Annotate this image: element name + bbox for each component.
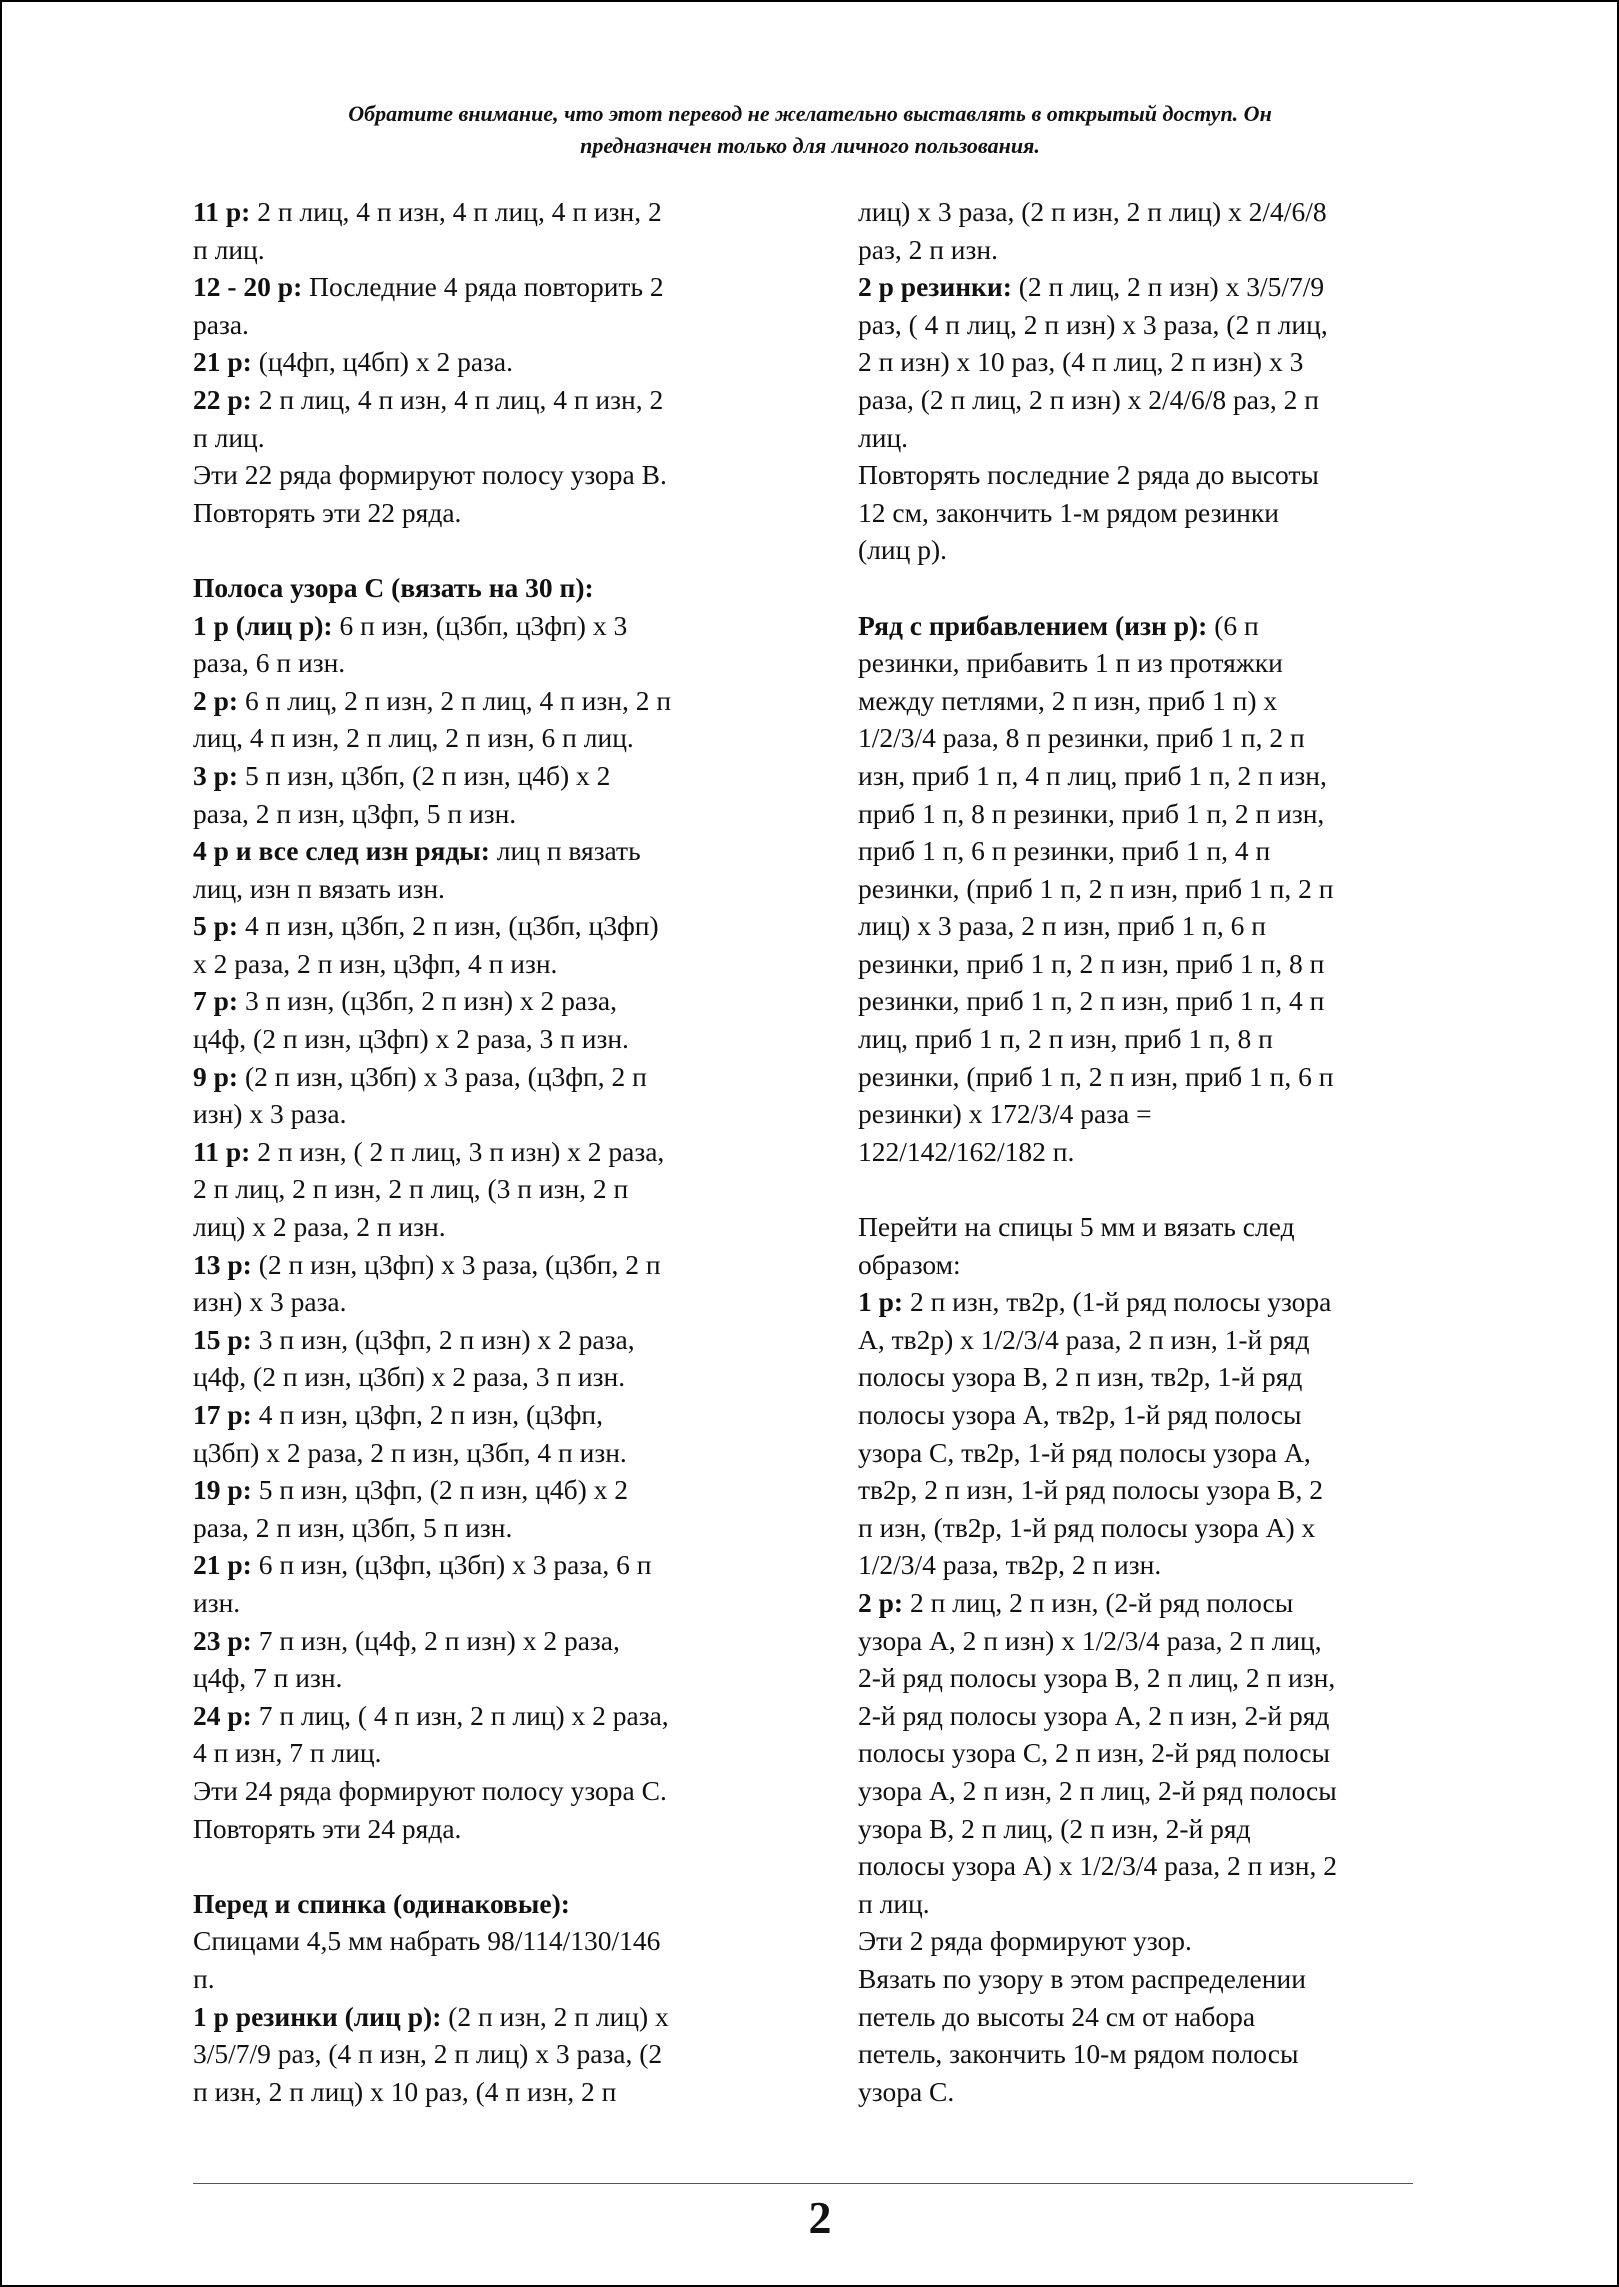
row-text: 7 п лиц, ( 4 п изн, 2 п лиц) х 2 раза, xyxy=(251,1699,669,1731)
notice-line-1: Обратите внимание, что этот перевод не желательно выставлять в открытый доступ. Он xyxy=(348,101,1272,126)
row-text: полосы узора C, 2 п изн, 2-й ряд полосы xyxy=(858,1737,1330,1769)
blank-line xyxy=(858,1170,1438,1208)
row-text: резинки, приб 1 п, 2 п изн, приб 1 п, 8 п xyxy=(858,947,1325,979)
text-line xyxy=(193,607,778,645)
row-heading: 2 р резинки: xyxy=(858,271,1012,303)
row-heading: 11 р: xyxy=(193,196,251,227)
text-line xyxy=(193,1697,778,1735)
row-text: A, тв2р) х 1/2/3/4 раза, 2 п изн, 1-й ряд xyxy=(858,1323,1310,1355)
row-text: п изн, (тв2р, 1-й ряд полосы узора A) х xyxy=(858,1511,1316,1543)
text-line xyxy=(858,682,1438,720)
row-heading: 3 р: xyxy=(193,759,239,791)
text-line xyxy=(193,231,778,269)
row-heading: 21 р: xyxy=(193,1549,252,1581)
row-text: тв2р, 2 п изн, 1-й ряд полосы узора B, 2 xyxy=(858,1474,1323,1506)
row-text: изн. xyxy=(193,1586,241,1618)
text-line xyxy=(193,1246,778,1284)
text-line xyxy=(193,719,778,757)
row-text: Эти 2 ряда формируют узор. xyxy=(858,1925,1192,1957)
row-text: 2 п лиц, 2 п изн, 2 п лиц, (3 п изн, 2 п xyxy=(193,1173,629,1205)
text-line xyxy=(193,1208,778,1246)
text-line xyxy=(858,907,1438,945)
text-line xyxy=(858,1960,1438,1998)
text-line xyxy=(858,1358,1438,1396)
text-line xyxy=(193,268,778,306)
row-text: лиц п вязать xyxy=(489,835,641,867)
row-text: х 2 раза, 2 п изн, ц3фп, 4 п изн. xyxy=(193,947,558,979)
text-line xyxy=(193,644,778,682)
row-heading: 7 р: xyxy=(193,985,239,1017)
row-text: 2-й ряд полосы узора A, 2 п изн, 2-й ряд xyxy=(858,1699,1330,1731)
text-line xyxy=(193,2035,778,2073)
right-text-column xyxy=(858,193,1438,2110)
text-line xyxy=(193,1622,778,1660)
text-line xyxy=(193,1885,778,1923)
row-heading: 22 р: xyxy=(193,383,252,415)
row-text: резинки, прибавить 1 п из протяжки xyxy=(858,647,1283,679)
text-line xyxy=(193,1471,778,1509)
text-line xyxy=(193,1922,778,1960)
text-line xyxy=(193,1133,778,1171)
text-line xyxy=(193,193,778,231)
row-text: 6 п изн, (ц3бп, ц3фп) х 3 xyxy=(332,609,628,641)
row-text: приб 1 п, 6 п резинки, приб 1 п, 4 п xyxy=(858,835,1271,867)
text-line xyxy=(858,531,1438,569)
row-text: лиц) х 2 раза, 2 п изн. xyxy=(193,1211,446,1243)
row-text: узора B, 2 п лиц, (2 п изн, 2-й ряд xyxy=(858,1812,1251,1844)
text-line xyxy=(858,1321,1438,1359)
row-text: (ц4фп, ц4бп) х 2 раза. xyxy=(251,346,513,378)
text-line xyxy=(193,1283,778,1321)
row-text: п лиц. xyxy=(193,233,265,265)
row-text: п лиц. xyxy=(858,1887,930,1919)
text-line xyxy=(858,419,1438,457)
text-line xyxy=(858,381,1438,419)
text-line xyxy=(858,1847,1438,1885)
row-text: раза, (2 п лиц, 2 п изн) х 2/4/6/8 раз, 2 п xyxy=(858,383,1319,415)
row-text: резинки, (приб 1 п, 2 п изн, приб 1 п, 6 п xyxy=(858,1060,1334,1092)
row-text: (2 п изн, ц3фп) х 3 раза, (ц3бп, 2 п xyxy=(251,1248,661,1280)
row-heading: Перед и спинка (одинаковые): xyxy=(193,1887,570,1919)
text-line xyxy=(193,870,778,908)
text-line xyxy=(858,832,1438,870)
text-line xyxy=(858,1659,1438,1697)
row-text: 2 п изн, ( 2 п лиц, 3 п изн) х 2 раза, xyxy=(250,1135,665,1167)
text-line xyxy=(193,1095,778,1133)
row-text: ц4ф, (2 п изн, ц3бп) х 2 раза, 3 п изн. xyxy=(193,1361,626,1393)
row-text: 5 п изн, ц3фп, (2 п изн, ц4б) х 2 xyxy=(251,1474,629,1506)
row-text: раза, 2 п изн, ц3фп, 5 п изн. xyxy=(193,797,517,829)
text-line xyxy=(193,1659,778,1697)
text-line xyxy=(858,870,1438,908)
left-text-column xyxy=(193,193,778,2110)
row-text: узора C, тв2р, 1-й ряд полосы узора A, xyxy=(858,1436,1311,1468)
row-text: раз, 2 п изн. xyxy=(858,233,998,265)
row-text: 4 п изн, ц3фп, 2 п изн, (ц3фп, xyxy=(251,1399,604,1430)
row-text: узора A, 2 п изн, 2 п лиц, 2-й ряд полосы xyxy=(858,1774,1337,1806)
row-text: ц3бп) х 2 раза, 2 п изн, ц3бп, 4 п изн. xyxy=(193,1436,627,1468)
notice-line-2: предназначен только для личного пользования. xyxy=(580,133,1040,158)
row-text: 3 п изн, (ц3фп, 2 п изн) х 2 раза, xyxy=(251,1323,635,1355)
row-text: резинки) х 172/3/4 раза = xyxy=(858,1098,1152,1130)
text-line xyxy=(858,1922,1438,1960)
text-line xyxy=(193,2073,778,2111)
row-text: раз, ( 4 п лиц, 2 п изн) х 3 раза, (2 п лиц, xyxy=(858,308,1328,340)
row-heading: 5 р: xyxy=(193,910,239,942)
row-heading: 1 р: xyxy=(858,1286,904,1318)
text-line xyxy=(858,1697,1438,1735)
text-line xyxy=(858,719,1438,757)
blank-line xyxy=(858,569,1438,607)
page-number: 2 xyxy=(808,2192,832,2243)
blank-line xyxy=(193,531,778,569)
row-text: 6 п лиц, 2 п изн, 2 п лиц, 4 п изн, 2 п xyxy=(238,684,672,716)
row-text: лиц) х 3 раза, (2 п изн, 2 п лиц) х 2/4/6/8 xyxy=(858,196,1327,227)
text-line xyxy=(858,1998,1438,2036)
text-line xyxy=(858,1584,1438,1622)
text-line xyxy=(193,569,778,607)
row-text: Повторять эти 24 ряда. xyxy=(193,1812,462,1844)
row-text: 1/2/3/4 раза, тв2р, 2 п изн. xyxy=(858,1549,1162,1581)
text-line xyxy=(858,1471,1438,1509)
row-text: лиц, 4 п изн, 2 п лиц, 2 п изн, 6 п лиц. xyxy=(193,722,634,754)
text-line xyxy=(193,1434,778,1472)
row-heading: Ряд с прибавлением (изн р): xyxy=(858,609,1208,641)
text-line xyxy=(858,306,1438,344)
text-line xyxy=(858,1772,1438,1810)
text-line xyxy=(193,1321,778,1359)
text-line xyxy=(858,1020,1438,1058)
text-line xyxy=(193,1584,778,1622)
blank-line xyxy=(193,1847,778,1885)
row-heading: 11 р: xyxy=(193,1135,251,1167)
row-text: 2 п лиц, 2 п изн, (2-й ряд полосы xyxy=(903,1586,1294,1618)
row-text: 3/5/7/9 раз, (4 п изн, 2 п лиц) х 3 раза, (2 xyxy=(193,2038,663,2070)
text-line xyxy=(193,682,778,720)
row-heading: 9 р: xyxy=(193,1060,239,1092)
text-line xyxy=(858,456,1438,494)
text-line xyxy=(193,757,778,795)
text-line xyxy=(858,1283,1438,1321)
text-line xyxy=(193,381,778,419)
text-line xyxy=(858,644,1438,682)
row-heading: 23 р: xyxy=(193,1624,252,1656)
row-text: (6 п xyxy=(1207,609,1259,641)
row-heading: 19 р: xyxy=(193,1474,252,1506)
row-text: 122/142/162/182 п. xyxy=(858,1135,1075,1167)
row-text: Перейти на спицы 5 мм и вязать след xyxy=(858,1211,1295,1243)
row-text: 7 п изн, (ц4ф, 2 п изн) х 2 раза, xyxy=(251,1624,620,1656)
text-line xyxy=(858,795,1438,833)
row-heading: 2 р: xyxy=(858,1586,904,1618)
row-text: узора C. xyxy=(858,2075,955,2107)
text-line xyxy=(193,1734,778,1772)
text-line xyxy=(858,1246,1438,1284)
row-text: Вязать по узору в этом распределении xyxy=(858,1962,1306,1994)
text-line xyxy=(858,1509,1438,1547)
text-line xyxy=(193,343,778,381)
row-text: изн, приб 1 п, 4 п лиц, приб 1 п, 2 п изн, xyxy=(858,759,1327,791)
row-text: приб 1 п, 8 п резинки, приб 1 п, 2 п изн, xyxy=(858,797,1325,829)
text-line xyxy=(193,419,778,457)
text-line xyxy=(193,795,778,833)
text-line xyxy=(193,832,778,870)
text-line xyxy=(193,907,778,945)
row-heading: 2 р: xyxy=(193,684,239,716)
text-line xyxy=(858,607,1438,645)
row-text: п лиц. xyxy=(193,421,265,453)
row-text: 2 п лиц, 4 п изн, 4 п лиц, 4 п изн, 2 xyxy=(250,196,662,227)
text-line xyxy=(193,945,778,983)
row-text: лиц, изн п вязать изн. xyxy=(193,872,445,904)
row-text: (2 п лиц, 2 п изн) х 3/5/7/9 xyxy=(1011,271,1325,303)
row-text: лиц, приб 1 п, 2 п изн, приб 1 п, 8 п xyxy=(858,1023,1273,1055)
footer-divider xyxy=(193,2183,1413,2184)
text-line xyxy=(193,1509,778,1547)
row-text: петель, закончить 10-м рядом полосы xyxy=(858,2038,1299,2070)
row-text: раза, 2 п изн, ц3бп, 5 п изн. xyxy=(193,1511,513,1543)
row-text: полосы узора B, 2 п изн, тв2р, 1-й ряд xyxy=(858,1361,1303,1393)
row-heading: 4 р и все след изн ряды: xyxy=(193,835,490,867)
row-text: 2-й ряд полосы узора B, 2 п лиц, 2 п изн, xyxy=(858,1662,1336,1694)
row-text: Спицами 4,5 мм набрать 98/114/130/146 xyxy=(193,1925,661,1957)
text-line xyxy=(858,193,1438,231)
row-text: 2 п изн) х 10 раз, (4 п лиц, 2 п изн) х 3 xyxy=(858,346,1304,378)
text-line xyxy=(858,945,1438,983)
text-line xyxy=(858,1546,1438,1584)
row-text: (лиц р). xyxy=(858,534,947,566)
row-text: резинки, (приб 1 п, 2 п изн, приб 1 п, 2 п xyxy=(858,872,1334,904)
text-line xyxy=(858,343,1438,381)
text-line xyxy=(193,1396,778,1434)
row-text: раза. xyxy=(193,308,249,340)
row-text: п. xyxy=(193,1962,215,1994)
row-text: лиц. xyxy=(858,421,909,453)
text-line xyxy=(858,982,1438,1020)
text-line xyxy=(858,1133,1438,1171)
row-text: 4 п изн, 7 п лиц. xyxy=(193,1737,382,1769)
row-text: Повторять эти 22 ряда. xyxy=(193,496,462,528)
text-line xyxy=(858,2073,1438,2111)
text-line xyxy=(858,1208,1438,1246)
row-text: (2 п изн, 2 п лиц) х xyxy=(441,2000,669,2032)
row-text: между петлями, 2 п изн, приб 1 п) х xyxy=(858,684,1278,716)
row-text: Повторять последние 2 ряда до высоты xyxy=(858,459,1319,491)
row-text: 6 п изн, (ц3фп, ц3бп) х 3 раза, 6 п xyxy=(251,1549,652,1581)
row-text: Последние 4 ряда повторить 2 xyxy=(302,271,664,303)
row-text: образом: xyxy=(858,1248,961,1280)
row-heading: 13 р: xyxy=(193,1248,252,1280)
row-text: 4 п изн, ц3бп, 2 п изн, (ц3бп, ц3фп) xyxy=(238,910,659,942)
text-line xyxy=(193,1772,778,1810)
row-text: узора A, 2 п изн) х 1/2/3/4 раза, 2 п лиц, xyxy=(858,1624,1322,1656)
text-line xyxy=(193,306,778,344)
row-heading: 1 р (лиц р): xyxy=(193,609,333,641)
text-line xyxy=(193,1810,778,1848)
text-line xyxy=(193,1960,778,1998)
row-heading: 15 р: xyxy=(193,1323,252,1355)
text-line xyxy=(858,757,1438,795)
text-line xyxy=(193,1020,778,1058)
row-text: петель до высоты 24 см от набора xyxy=(858,2000,1256,2032)
row-text: раза, 6 п изн. xyxy=(193,647,346,679)
row-text: ц4ф, 7 п изн. xyxy=(193,1662,343,1694)
text-line xyxy=(193,1546,778,1584)
text-line xyxy=(858,1396,1438,1434)
text-line xyxy=(858,1885,1438,1923)
row-text: лиц) х 3 раза, 2 п изн, приб 1 п, 6 п xyxy=(858,910,1266,942)
row-text: п изн, 2 п лиц) х 10 раз, (4 п изн, 2 п xyxy=(193,2075,617,2107)
row-heading: 12 - 20 р: xyxy=(193,271,303,303)
row-text: 3 п изн, (ц3бп, 2 п изн) х 2 раза, xyxy=(238,985,617,1017)
text-line xyxy=(858,1622,1438,1660)
text-line xyxy=(858,1058,1438,1096)
row-text: ц4ф, (2 п изн, ц3фп) х 2 раза, 3 п изн. xyxy=(193,1023,629,1055)
text-line xyxy=(858,1810,1438,1848)
text-line xyxy=(858,2035,1438,2073)
row-text: 1/2/3/4 раза, 8 п резинки, приб 1 п, 2 п xyxy=(858,722,1305,754)
row-text: 2 п изн, тв2р, (1-й ряд полосы узора xyxy=(903,1286,1332,1318)
text-line xyxy=(858,1095,1438,1133)
text-line xyxy=(193,1998,778,2036)
text-line xyxy=(858,1734,1438,1772)
row-heading: 1 р резинки (лиц р): xyxy=(193,2000,442,2032)
text-line xyxy=(858,268,1438,306)
text-line xyxy=(858,1434,1438,1472)
row-text: Эти 24 ряда формируют полосу узора C. xyxy=(193,1774,667,1806)
row-text: Эти 22 ряда формируют полосу узора B. xyxy=(193,459,667,491)
row-text: полосы узора A) х 1/2/3/4 раза, 2 п изн, 2 xyxy=(858,1850,1337,1882)
row-heading: Полоса узора C (вязать на 30 п): xyxy=(193,571,594,603)
row-text: резинки, приб 1 п, 2 п изн, приб 1 п, 4 п xyxy=(858,985,1325,1017)
row-text: 2 п лиц, 4 п изн, 4 п лиц, 4 п изн, 2 xyxy=(251,383,664,415)
row-text: 12 см, закончить 1-м рядом резинки xyxy=(858,496,1279,528)
text-line xyxy=(858,494,1438,532)
text-line xyxy=(193,456,778,494)
text-line xyxy=(193,494,778,532)
row-text: 5 п изн, ц3бп, (2 п изн, ц4б) х 2 xyxy=(238,759,611,791)
text-line xyxy=(193,1358,778,1396)
row-text: изн) х 3 раза. xyxy=(193,1098,347,1130)
row-text: полосы узора A, тв2р, 1-й ряд полосы xyxy=(858,1399,1302,1430)
row-heading: 21 р: xyxy=(193,346,252,378)
row-text: (2 п изн, ц3бп) х 3 раза, (ц3фп, 2 п xyxy=(238,1060,647,1092)
text-line xyxy=(193,1170,778,1208)
text-line xyxy=(193,1058,778,1096)
usage-notice xyxy=(230,98,1390,162)
row-heading: 24 р: xyxy=(193,1699,252,1731)
text-line xyxy=(193,982,778,1020)
row-heading: 17 р: xyxy=(193,1399,252,1430)
text-line xyxy=(858,231,1438,269)
row-text: изн) х 3 раза. xyxy=(193,1286,347,1318)
